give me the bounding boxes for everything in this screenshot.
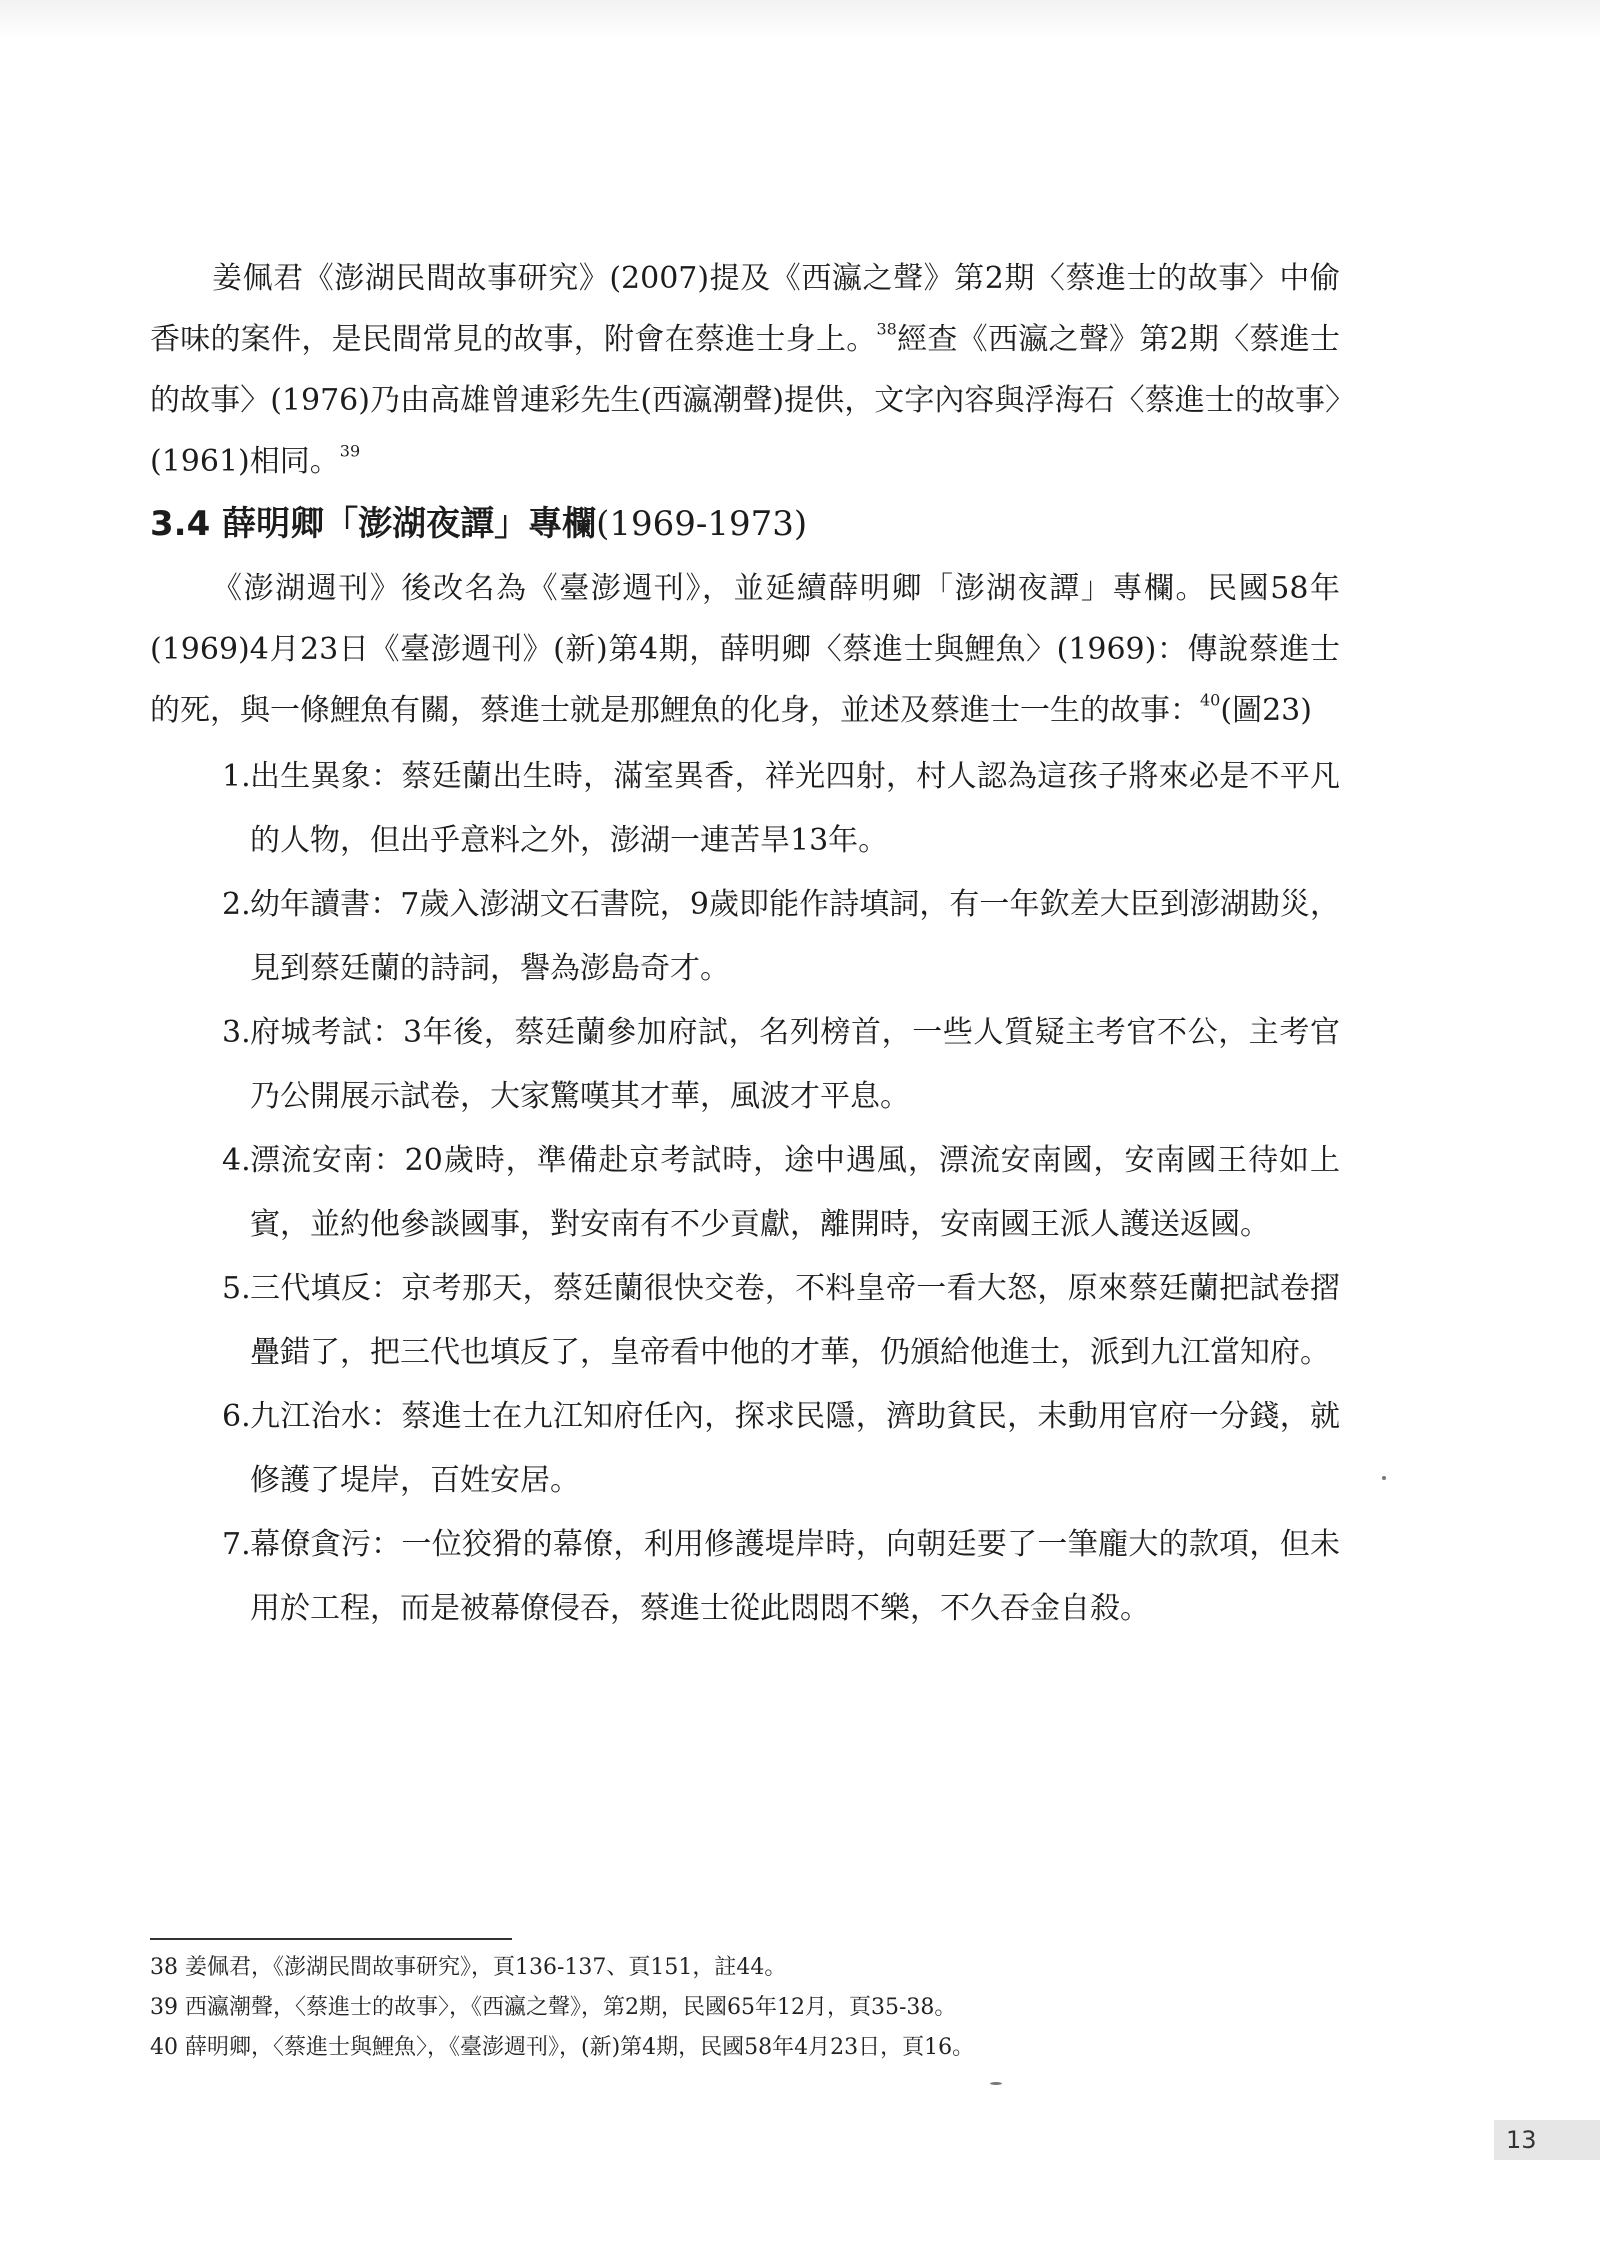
- list-item: 6. 九江治水：蔡進士在九江知府任內，探求民隱，濟助貧民，未動用官府一分錢，就修護了堤岸，百姓安居。: [222, 1399, 1340, 1498]
- intro-paragraph: 姜佩君《澎湖民間故事研究》(2007)提及《西瀛之聲》第2期〈蔡進士的故事〉中偷香味的案件，是民間常見的故事，附會在蔡進士身上。$^{38}$經查《西瀛之聲》第2期〈蔡進士的故事〉(1976)乃由高雄曾連彩先生(西瀛潮聲)提供，文字內容與浮海石〈蔡進士的故事〉(1961)相同。$^{39}$: [150, 261, 1341, 479]
- footnote-39: 39 西瀛潮聲，〈蔡進士的故事〉，《西瀛之聲》，第2期，民國65年12月，頁35-38。: [150, 1995, 957, 2020]
- footnote-40: 40 薛明卿，〈蔡進士與鯉魚〉，《臺澎週刊》，(新)第4期，民國58年4月23日，頁16。: [150, 2035, 975, 2060]
- list-item: 4. 漂流安南：20歲時，準備赴京考試時，途中遇風，漂流安南國，安南國王待如上賓，並約他參談國事，對安南有不少貢獻，離開時，安南國王派人護送返國。: [222, 1143, 1340, 1242]
- story-list: [150, 745, 1340, 1641]
- list-item: 7. 幕僚貪污：一位狡猾的幕僚，利用修護堤岸時，向朝廷要了一筆龐大的款項，但未用於工程，而是被幕僚侵吞，蔡進士從此悶悶不樂，不久吞金自殺。: [222, 1527, 1340, 1626]
- footnote-divider: [150, 1938, 512, 1940]
- footnote-ref-38: 38: [876, 319, 897, 339]
- footnote-38: 38 姜佩君，《澎湖民間故事研究》，頁136-137、頁151，註44。: [150, 1955, 787, 1980]
- footnote-ref-40: 40: [1200, 690, 1221, 710]
- footnotes: [150, 1938, 1340, 2068]
- list-item: 2. 幼年讀書：7歲入澎湖文石書院，9歲即能作詩填詞，有一年欽差大臣到澎湖勘災，見到蔡廷蘭的詩詞，譽為澎島奇才。: [222, 887, 1340, 986]
- section-heading: 3.4 薛明卿「澎湖夜譚」專欄(1969-1973): [150, 504, 808, 544]
- scan-speck: [1382, 1476, 1386, 1480]
- section-paragraph: 《澎湖週刊》後改名為《臺澎週刊》，並延續薛明卿「澎湖夜譚」專欄。民國58年(1969)4月23日《臺澎週刊》(新)第4期，薛明卿〈蔡進士與鯉魚〉(1969)：傳說蔡進士的死，與一條鯉魚有關，蔡進士就是那鯉魚的化身，並述及蔡進士一生的故事：$^{40}$(圖23): [150, 571, 1340, 728]
- scan-edge-shading: [0, 0, 1600, 40]
- scan-speck: [990, 2082, 1002, 2085]
- body-text: [150, 248, 1340, 1641]
- footnote-ref-39: 39: [339, 441, 361, 461]
- list-item: 1. 出生異象：蔡廷蘭出生時，滿室異香，祥光四射，村人認為這孩子將來必是不平凡的人物，但出乎意料之外，澎湖一連苦旱13年。: [222, 759, 1340, 858]
- list-item: 5. 三代填反：京考那天，蔡廷蘭很快交卷，不料皇帝一看大怒，原來蔡廷蘭把試卷摺疊錯了，把三代也填反了，皇帝看中他的才華，仍頒給他進士，派到九江當知府。: [222, 1271, 1340, 1370]
- list-item: 3. 府城考試：3年後，蔡廷蘭參加府試，名列榜首，一些人質疑主考官不公，主考官乃公開展示試卷，大家驚嘆其才華，風波才平息。: [222, 1015, 1340, 1114]
- page-number: 13: [1494, 2120, 1600, 2160]
